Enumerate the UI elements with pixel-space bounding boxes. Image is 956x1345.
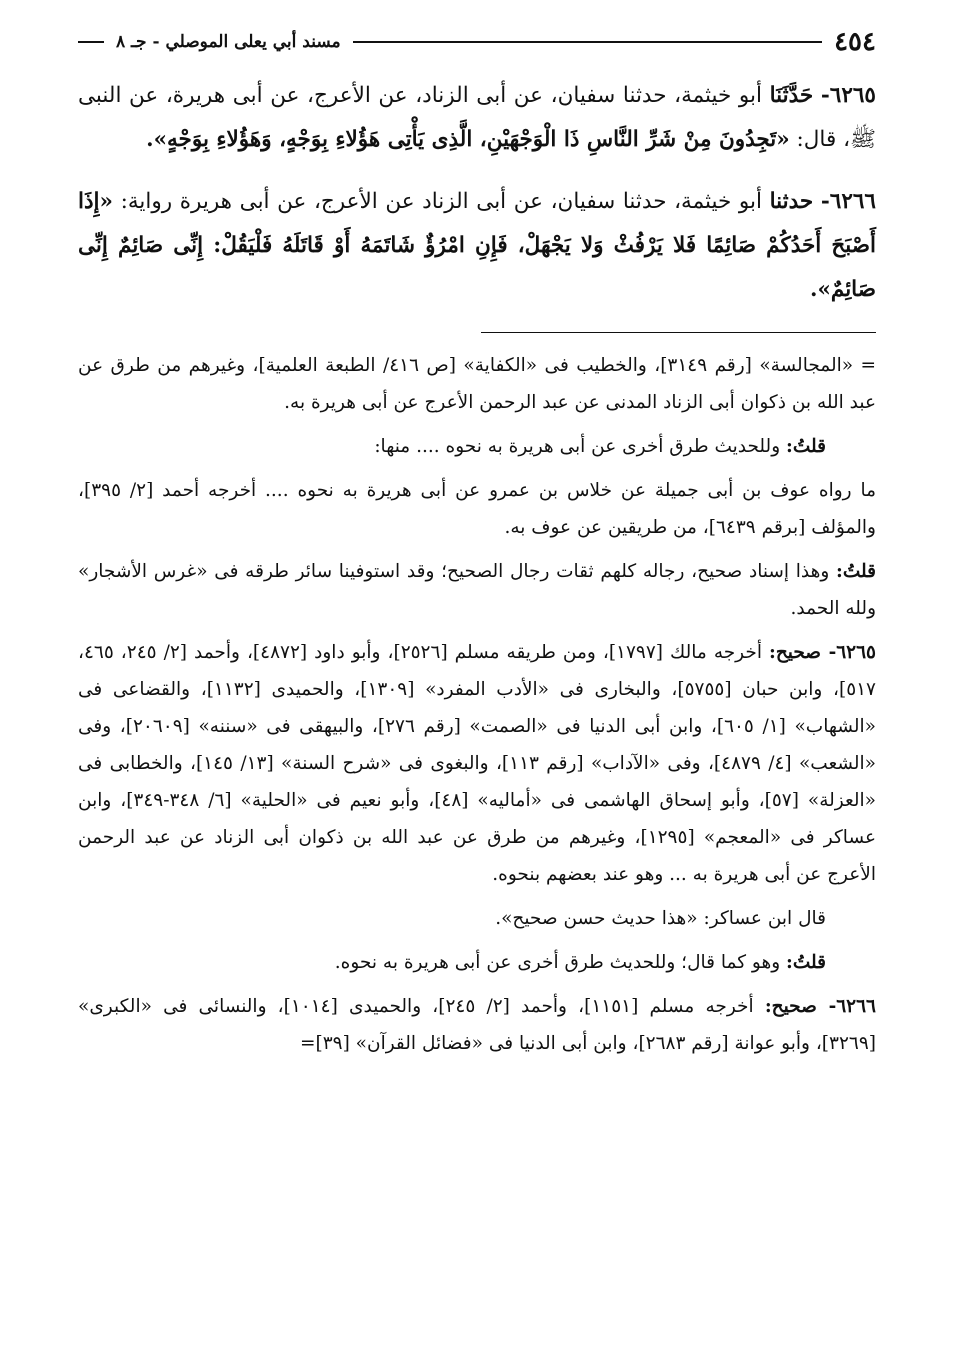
footnote-text: ما رواه عوف بن أبى جميلة عن خلاس بن عمرو عن أبى هريرة به نحوه .... أخرجه أحمد [٢/ ٣٩٥]، والمؤلف [برقم ٦٤٣٩]، من طريقين عن عوف به. <box>78 480 876 538</box>
hadith-6266 <box>78 180 876 312</box>
footnote-divider <box>481 332 876 333</box>
running-title: مسند أبي يعلى الموصلي - جـ ٨ <box>116 32 341 52</box>
footnote-comment <box>78 553 876 627</box>
footnote-lead: قلتُ: <box>836 561 877 582</box>
hadith-number: ٦٢٦٦- <box>820 189 876 214</box>
footnote-comment <box>78 944 876 981</box>
hadith-number: ٦٢٦٥- <box>820 83 876 108</box>
footnote-text: أخرجه مسلم [١١٥١]، وأحمد [٢/ ٢٤٥]، والحميدى [١٠١٤]، والنسائى فى «الكبرى» [٣٢٦٩]، وأبو عوانة [رقم ٢٦٨٣]، وابن أبى الدنيا فى «فضائل القرآن» [٣٩]= <box>78 996 876 1054</box>
footnote-text: = «المجالسة» [رقم ٣١٤٩]، والخطيب فى «الكفاية» [ص ٤١٦/ الطبعة العلمية]، وغيرهم من طرق عن عبد الله بن ذكوان أبى الزناد المدنى عن عبد الرحمن الأعرج عن أبى هريرة به. <box>78 355 876 413</box>
hadith-matn: «تَجِدُونَ مِنْ شَرِّ النَّاسِ ذَا الْوَجْهَيْنِ، الَّذِى يَأْتِى هَؤُلاءِ بِوَجْهٍ، وَهَؤُلاءِ بِوَجْهٍ». <box>146 127 790 152</box>
footnote-quote <box>78 900 876 937</box>
footnote-takhrij-6265 <box>78 634 876 893</box>
footnote-comment <box>78 428 876 465</box>
footnote-continuation <box>78 347 876 421</box>
hadith-isnad: أبو خيثمة، حدثنا سفيان، عن أبى الزناد، عن الأعرج، عن أبى هريرة، عن النبى ﷺ، قال: <box>78 83 876 152</box>
footnote-takhrij-6266 <box>78 988 876 1062</box>
hadith-isnad: أبو خيثمة، حدثنا سفيان، عن أبى الزناد عن الأعرج، عن أبى هريرة رواية: <box>120 189 762 214</box>
footnote-lead: ٦٢٦٦- صحيح: <box>764 996 876 1017</box>
hadith-matn: «إِذَا أَصْبَحَ أَحَدُكُمْ صَائِمًا فَلا يَرْفُثْ وَلا يَجْهَلْ، فَإِنِ امْرُؤٌ شَاتَمَهُ أَوْ قَاتَلَهُ فَلْيَقُلْ: إِنِّى صَائِمٌ إِنِّى صَائِمٌ». <box>78 189 876 302</box>
footnote-text: قال ابن عساكر: «هذا حديث حسن صحيح». <box>495 908 826 929</box>
footnote-lead: قلتُ: <box>786 436 826 457</box>
footnote-text: وهذا إسناد صحيح، رجاله كلهم ثقات رجال الصحيح؛ وقد استوفينا سائر طرقه فى «غرس الأشجار» ولله الحمد. <box>78 561 876 619</box>
page-number: ٤٥٤ <box>834 27 876 57</box>
hadith-lead: حدثنا <box>769 189 814 214</box>
hadith-lead: حَدَّثَنَا <box>769 83 814 108</box>
footnote-lead: قلتُ: <box>786 952 826 973</box>
footnote-text: أخرجه مالك [١٧٩٧]، ومن طريقه مسلم [٢٥٢٦]، وأبو داود [٤٨٧٢]، وأحمد [٢/ ٢٤٥، ٤٦٥، ٥١٧]، وابن حبان [٥٧٥٥]، والبخارى فى «الأدب المفرد» [١٣٠٩]، والحميدى [١١٣٢]، والقضاعى فى «الشهاب» [١/ ٦٠٥]، وابن أبى الدنيا فى «الصمت» [رقم ٢٧٦]، والبيهقى فى «سننه» [٢٠٦٠٩]، وفى «الشعب» [٤/ ٤٨٧٩]، وفى «الآداب» [رقم ١١٣]، والبغوى فى «شرح السنة» [١٣/ ١٤٥]، والخطابى فى «العزلة» [٥٧]، وأبو إسحاق الهاشمى فى «أماليه» [٤٨]، وأبو نعيم فى «الحلية» [٦/ ٣٤٨-٣٤٩]، وابن عساكر فى «المعجم» [١٢٩٥]، وغيرهم من طرق عن عبد الله بن ذكوان أبى الزناد عن عبد الرحمن الأعرج عن أبى هريرة به ... وهو عند بعضهم بنحوه. <box>78 642 876 885</box>
footnote-text: وللحديث طرق أخرى عن أبى هريرة به نحوه .... منها: <box>374 436 781 457</box>
footnote-text: وهو كما قال؛ وللحديث طرق أخرى عن أبى هريرة به نحوه. <box>334 952 781 973</box>
header-dash <box>78 41 104 43</box>
hadith-6265 <box>78 74 876 162</box>
footnote-route <box>78 472 876 546</box>
header-rule <box>353 41 822 43</box>
page-header <box>78 22 876 62</box>
footnote-lead: ٦٢٦٥- صحيح: <box>768 642 876 663</box>
footnotes <box>78 347 876 1062</box>
